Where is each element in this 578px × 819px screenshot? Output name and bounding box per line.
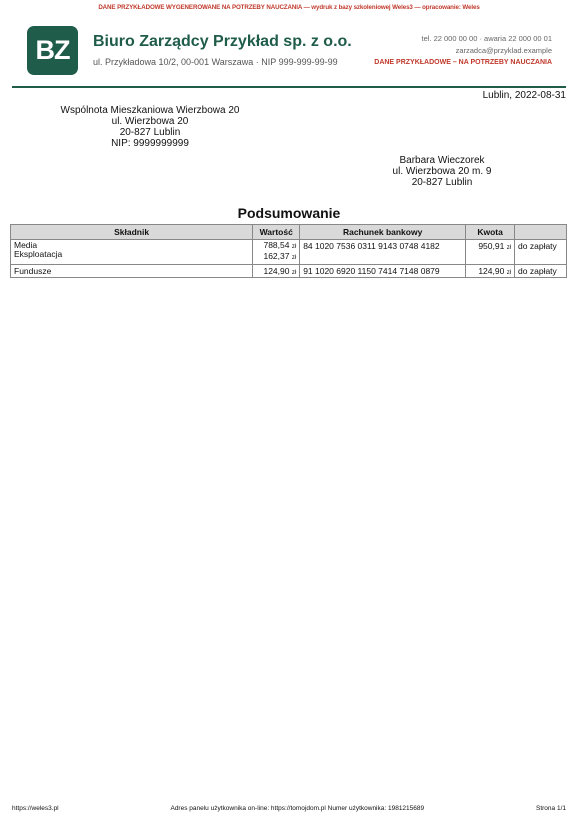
summary-table — [10, 224, 567, 278]
table-row — [11, 265, 567, 278]
company-email: zarzadca@przyklad.example — [455, 46, 552, 55]
column-header-component: Składnik — [11, 225, 253, 240]
recipient-city: 20-827 Lublin — [411, 177, 473, 188]
component-cell: Fundusze — [11, 265, 253, 278]
column-header-status — [515, 225, 567, 240]
sender-city: 20-827 Lublin — [119, 127, 181, 138]
value-item: 162,37 zł — [263, 251, 297, 261]
recipient-address — [357, 155, 527, 188]
value-cell: 124,90 zł — [253, 265, 300, 278]
sender-street: ul. Wierzbowa 20 — [111, 116, 189, 127]
document-date: Lublin, 2022-08-31 — [482, 90, 566, 101]
recipient-street: ul. Wierzbowa 20 m. 9 — [392, 166, 492, 177]
amount-cell: 124,90 zł — [466, 265, 515, 278]
summary-title: Podsumowanie — [237, 205, 341, 221]
component-cell — [11, 240, 253, 265]
component-name: Eksploatacja — [14, 249, 63, 259]
company-name: Biuro Zarządcy Przykład sp. z o.o. — [93, 33, 352, 50]
company-contact — [374, 33, 552, 69]
table-row — [11, 240, 567, 265]
amount-cell: 950,91 zł — [466, 240, 515, 265]
page-footer — [12, 805, 566, 812]
bank-account-cell: 84 1020 7536 0311 9143 0748 4182 — [300, 240, 466, 265]
footer-user-panel-info: Adres panelu użytkownika on-line: https://tomojdom.pl Numer użytkownika: 1981215689 — [170, 805, 425, 812]
status-cell: do zapłaty — [515, 240, 567, 265]
company-logo: BZ — [27, 26, 78, 75]
company-phone: tel. 22 000 00 00 · awaria 22 000 00 01 — [421, 34, 552, 43]
sender-name: Wspólnota Mieszkaniowa Wierzbowa 20 — [60, 105, 240, 116]
footer-website-link[interactable]: https://weles3.pl — [12, 805, 59, 812]
sender-address — [55, 105, 245, 149]
bank-account-cell: 91 1020 6920 1150 7414 7148 0879 — [300, 265, 466, 278]
sample-data-banner: DANE PRZYKŁADOWE WYGENEROWANE NA POTRZEBY NAUCZANIA — wydruk z bazy szkoleniowej Weles3 — opracowanie: Weles — [98, 4, 480, 11]
component-name: Media — [14, 240, 38, 250]
column-header-amount: Kwota — [466, 225, 515, 240]
column-header-value: Wartość — [253, 225, 300, 240]
recipient-name: Barbara Wieczorek — [399, 155, 485, 166]
status-cell: do zapłaty — [515, 265, 567, 278]
value-item: 788,54 zł — [263, 240, 297, 250]
company-address: ul. Przykładowa 10/2, 00-001 Warszawa · NIP 999-999-99-99 — [93, 57, 338, 67]
footer-page-number: Strona 1/1 — [536, 805, 566, 812]
table-header-row — [11, 225, 567, 240]
sample-data-note: DANE PRZYKŁADOWE – NA POTRZEBY NAUCZANIA — [374, 59, 552, 66]
value-cell — [253, 240, 300, 265]
sender-nip: NIP: 9999999999 — [111, 138, 189, 149]
column-header-bank-account: Rachunek bankowy — [300, 225, 466, 240]
header-divider — [12, 86, 566, 88]
